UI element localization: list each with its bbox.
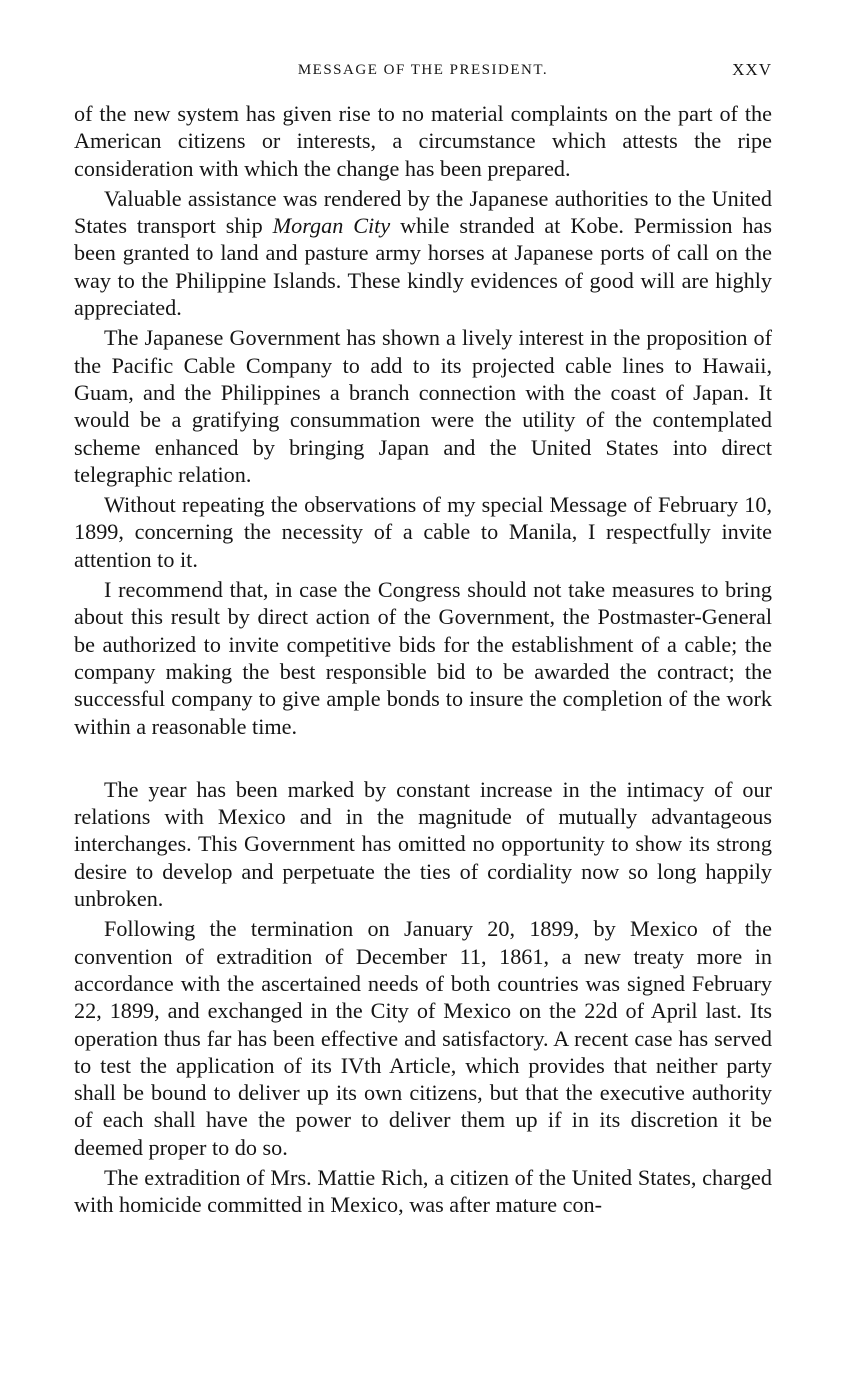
paragraph-text-after-ship: while stranded at Kobe. Permission has been granted to land and pasture army horses at Japanese ports of call on the way to the Philippine Islands. These kindly evidences of good will are highly appreciated. [74,213,772,321]
running-title: MESSAGE OF THE PRESIDENT. [297,62,549,78]
paragraph-recommendation: I recommend that, in case the Congress should not take measures to bring about this result by direct action of the Government, the Postmaster-General be authorized to invite competitive bids for the establishment of a cable; the company making the best responsible bid to be awarded the contract; the successful company to give ample bonds to insure the completion of the work within a reasonable time. [74,577,772,739]
paragraph-mattie-rich: The extradition of Mrs. Mattie Rich, a citizen of the United States, charged with homicide committed in Mexico, was after mature con- [74,1164,772,1218]
paragraph-japanese-assistance [74,185,772,321]
running-header [74,58,772,88]
paragraph-extradition-treaty: Following the termination on January 20, 1899, by Mexico of the convention of extradition of December 11, 1861, a new treaty more in accordance with the ascertained needs of both countries was signed February 22, 1899, and exchanged in the City of Mexico on the 22d of April last. Its operation thus far has been effective and satisfactory. A recent case has served to test the application of its IVth Article, which provides that neither party shall be bound to deliver up its own citizens, but that the executive authority of each shall have the power to deliver them up if in its discretion it be deemed proper to do so. [74,916,772,1160]
document-page [74,58,772,1219]
body-text [74,100,772,1219]
ship-name: Morgan City [272,213,391,239]
page-number: XXV [732,60,772,79]
section-break [74,740,772,776]
paragraph-text-before-ship: Valuable assistance was rendered by the Japanese authorities to the United States transport ship [74,185,772,239]
paragraph-continuation: of the new system has given rise to no material complaints on the part of the American citizens or interests, a circumstance which attests the ripe consideration with which the change has been prepared. [74,101,772,181]
paragraph-pacific-cable: The Japanese Government has shown a lively interest in the proposition of the Pacific Cable Company to add to its projected cable lines to Hawaii, Guam, and the Philippines a branch connection with the coast of Japan. It would be a gratifying consummation were the utility of the contemplated scheme enhanced by bringing Japan and the United States into direct telegraphic relation. [74,325,772,487]
paragraph-mexico-relations: The year has been marked by constant increase in the intimacy of our relations with Mexico and in the magnitude of mutually advantageous interchanges. This Government has omitted no opportunity to show its strong desire to develop and perpetuate the ties of cordiality now so long happily unbroken. [74,776,772,912]
paragraph-cable-to-manila: Without repeating the observations of my special Message of February 10, 1899, concerning the necessity of a cable to Manila, I respectfully invite attention to it. [74,492,772,572]
